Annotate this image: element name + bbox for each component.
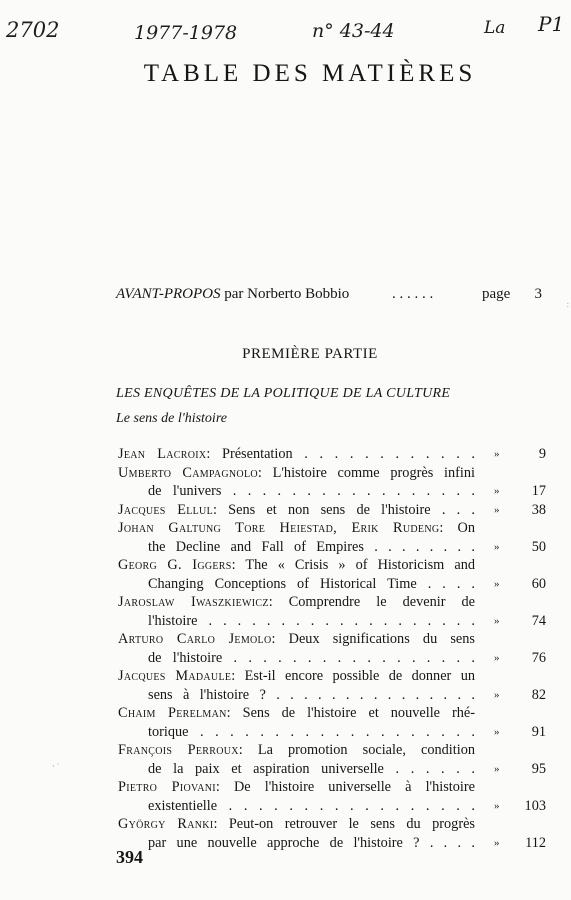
toc-entry-line [118,593,546,612]
toc-entry-title: : Est-il encore possible de donner un [231,668,475,684]
toc-entry-text [118,464,475,483]
toc-entry-line [118,464,546,483]
toc-entry-text [148,575,475,594]
toc-entry-author: György Ranki [118,816,214,832]
toc-entry-line [118,556,546,575]
toc-entry-title: de la paix et aspiration universelle . . . . . . [148,760,475,777]
toc-entry [118,741,546,778]
toc-entry [118,704,546,741]
paper-edge-marks: : [566,300,569,309]
toc-entry-title: : L'histoire comme progrès infini [257,464,475,481]
toc-entry-text [118,667,475,686]
toc-entry-line [118,612,546,631]
toc-entry-line [118,741,546,760]
toc-entry-text [148,538,475,557]
toc-entry-text [148,686,475,705]
handwritten-note-a: 2702 [6,18,60,42]
toc-entry-page: 91 [531,723,546,740]
toc-entry-author: Jacques Ellul [118,501,213,518]
toc-entry [118,778,546,815]
toc-entry [118,445,546,464]
toc-entry-page: 9 [538,446,546,462]
section-title: LES ENQUÊTES DE LA POLITIQUE DE LA CULTURE [116,386,451,401]
toc-entry-text [118,501,475,520]
toc-entry-text [148,612,475,631]
toc-entry-line [118,630,546,649]
toc-entry-text [148,649,475,668]
toc-entry-title: : The « Crisis » of Historicism and [231,557,475,573]
toc-entry-line [118,778,546,797]
toc-entry-text [118,778,475,797]
ditto-mark: » [494,799,500,812]
page-title: TABLE DES MATIÈRES [143,60,477,87]
toc-entry-author: Jacques Madaule [118,668,232,684]
handwritten-note-b: 1977-1978 [134,22,238,44]
avant-propos-page-label: page [482,286,511,302]
ditto-mark: » [494,614,500,627]
toc-entry-text [118,630,475,649]
toc-entry-line [118,704,546,723]
avant-propos-page: 3 [534,286,542,302]
toc-entry-title: : On [439,520,475,536]
toc-entry-title: the Decline and Fall of Empires . . . . . . . . [148,538,475,555]
toc-entry-line [118,482,546,501]
toc-entry [118,464,546,501]
ditto-mark: » [494,577,500,590]
toc-entry [118,501,546,520]
toc-entry-author: Jean Lacroix [118,446,207,462]
toc-entry-author: Umberto Campagnolo [118,464,258,481]
toc-entry [118,667,546,704]
toc-entry-author: Georg G. Iggers [118,557,232,573]
toc-entry-line [118,501,546,520]
toc-entry-title: : Peut-on retrouver le sens du progrès [213,816,475,832]
toc-entry [118,556,546,593]
page-number: 394 [116,847,143,867]
toc-entry-page: 17 [531,483,546,499]
toc-entry-page: 74 [531,612,546,629]
ditto-mark: » [494,688,500,701]
toc-entry-title: : Présentation . . . . . . . . . . . . [206,446,475,462]
toc-entry-page: 112 [525,834,546,851]
toc-entry-author: Pietro Piovani [118,779,216,795]
part-title: PREMIÈRE PARTIE [242,346,378,362]
toc-entry-title: de l'histoire . . . . . . . . . . . . . . . . . [148,649,475,666]
toc-entry-text [118,704,475,723]
avant-propos-dots: . . . . . . [392,286,434,302]
toc-entry-page: 38 [531,501,546,518]
toc-entry-title: : Sens de l'histoire et nouvelle rhé- [226,705,475,721]
toc-entry-text [118,556,475,575]
toc-entry-title: torique . . . . . . . . . . . . . . . . . . . [148,723,475,740]
ditto-mark: » [494,651,500,664]
toc-entry-line [118,649,546,668]
ditto-mark: » [494,448,500,460]
toc-entry-title: : La promotion sociale, condition [238,742,475,758]
paper-specks: · ˙ [52,762,60,771]
toc-entry-title: par une nouvelle approche de l'histoire ? . . . . [148,834,475,851]
toc-entry-title: de l'univers . . . . . . . . . . . . . . . . . [148,483,475,499]
toc-entry-line [118,445,546,464]
toc-entry-author: Jaroslaw Iwaszkiewicz [118,594,269,610]
ditto-mark: » [494,503,500,516]
toc-entry-text [118,445,475,464]
toc-entry-page: 103 [524,797,546,814]
toc-entry-text [148,760,475,779]
toc-entry-author: Johan Galtung Tore Heiestad, Erik Rudeng [118,520,440,536]
toc-entry-title: Changing Conceptions of Historical Time . . . . [148,575,475,592]
toc-entry-text [118,593,475,612]
toc-entry-text [148,723,475,742]
toc-entry-line [118,723,546,742]
toc-entry-line [118,760,546,779]
toc-entry-line [118,815,546,834]
toc-entry-text [118,741,475,760]
toc-entry-text [148,482,475,501]
toc-entry-title: : Comprendre le devenir de [268,594,475,610]
ditto-mark: » [494,836,500,849]
toc-entry-line [118,667,546,686]
handwritten-note-e: P1 [538,12,565,36]
toc-entry [118,815,546,852]
toc-entry-page: 95 [531,760,546,777]
toc-entry-title: : Sens et non sens de l'histoire . . . [212,501,476,518]
toc-entry-text [148,834,475,853]
toc-entry-line [118,538,546,557]
toc-entry-author: François Perroux [118,742,239,758]
toc-entry-line [118,834,546,853]
toc-entry [118,519,546,556]
toc-entry-page: 76 [531,649,546,666]
toc-entry-title: : De l'histoire universelle à l'histoire [215,779,475,795]
subsection-title: Le sens de l'histoire [116,411,227,426]
toc-entry-author: Chaim Perelman [118,705,227,721]
toc-entry-author: Arturo Carlo Jemolo [118,631,272,647]
ditto-mark: » [494,540,500,553]
avant-propos-line [116,286,542,306]
toc-entry-title: : Deux significations du sens [271,631,475,647]
toc-entry-line [118,519,546,538]
toc-entry-title: existentielle . . . . . . . . . . . . . . . . . [148,797,475,814]
toc-entry [118,630,546,667]
avant-propos-label: AVANT-PROPOS [116,286,221,302]
toc-entry [118,593,546,630]
toc-entry-title: sens à l'histoire ? . . . . . . . . . . . . . . . [148,686,475,703]
toc-entry-text [148,797,475,816]
toc-entry-line [118,575,546,594]
ditto-mark: » [494,725,500,738]
avant-propos-author: par Norberto Bobbio [224,286,350,302]
ditto-mark: » [494,485,500,497]
toc-entry-page: 60 [531,575,546,592]
handwritten-note-c: n° 43-44 [312,20,395,42]
toc-entry-text [118,815,475,834]
toc-entry-page: 50 [531,538,546,555]
toc-entry-title: l'histoire . . . . . . . . . . . . . . . . . . . [148,612,475,629]
toc-entry-line [118,797,546,816]
handwritten-note-d: La [484,18,506,38]
toc-list [118,445,546,852]
toc-entry-line [118,686,546,705]
toc-entry-text [118,519,475,538]
toc-entry-page: 82 [531,686,546,703]
ditto-mark: » [494,762,500,775]
